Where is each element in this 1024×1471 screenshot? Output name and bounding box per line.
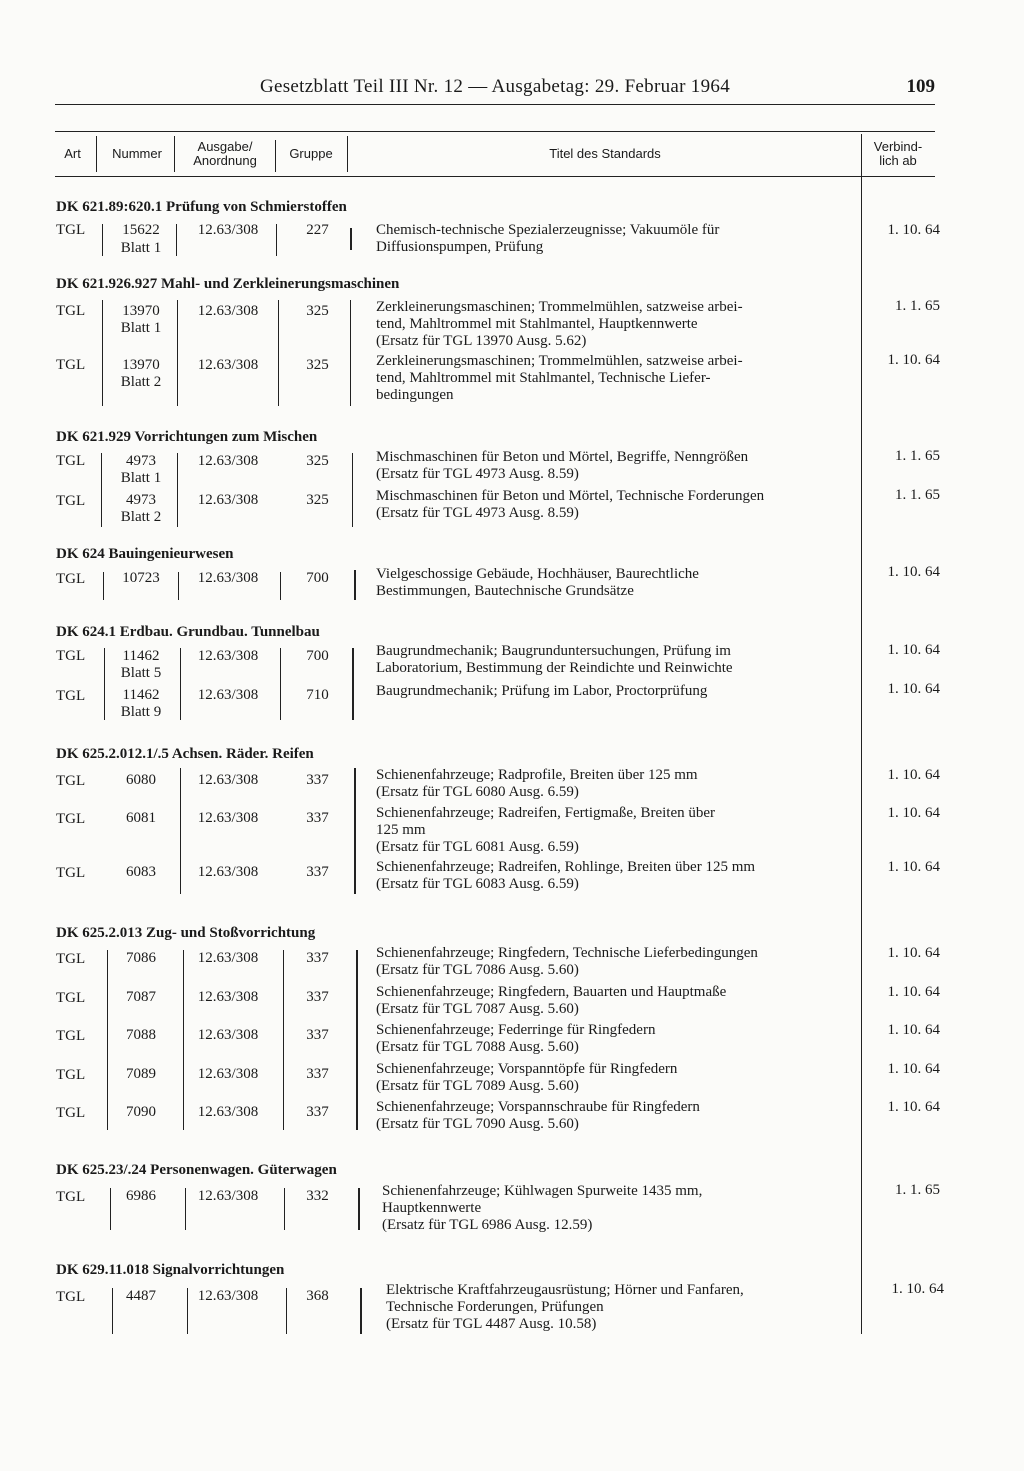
titel-line: Schienenfahrzeuge; Vorspanntöpfe für Ringfedern — [376, 1061, 678, 1077]
cell-nummer: 6081 — [126, 810, 156, 826]
titel-line: (Ersatz für TGL 6986 Ausg. 12.59) — [382, 1217, 593, 1233]
titel-line: (Ersatz für TGL 7088 Ausg. 5.60) — [376, 1039, 579, 1055]
cell-gruppe: 332 — [306, 1188, 329, 1204]
titel-line: (Ersatz für TGL 7089 Ausg. 5.60) — [376, 1078, 579, 1094]
cell-gruppe: 700 — [306, 648, 329, 664]
row-divider — [354, 768, 356, 894]
cell-art: TGL — [56, 990, 86, 1006]
cell-gruppe: 227 — [306, 222, 329, 238]
cell-verbindlich: 1. 10. 64 — [887, 984, 940, 1000]
cell-gruppe: 337 — [306, 950, 329, 966]
colhead-ausgabe-line1: Ausgabe/ — [197, 139, 253, 154]
cell-ausgabe: 12.63/308 — [197, 453, 259, 469]
row-divider — [104, 648, 105, 720]
cell-verbindlich: 1. 10. 64 — [887, 564, 940, 580]
colhead-art: Art — [64, 146, 81, 161]
row-divider — [177, 453, 178, 527]
cell-ausgabe: 12.63/308 — [197, 570, 259, 586]
cell-blatt: Blatt 1 — [120, 470, 162, 486]
cell-nummer: 4973 — [126, 492, 156, 508]
cell-ausgabe: 12.63/308 — [197, 1104, 259, 1120]
cell-gruppe: 337 — [306, 810, 329, 826]
cell-ausgabe: 12.63/308 — [197, 222, 259, 238]
cell-titel — [376, 299, 844, 350]
cell-nummer: 10723 — [122, 570, 160, 586]
cell-art: TGL — [56, 951, 86, 967]
titel-line: Technische Forderungen, Prüfungen — [386, 1299, 604, 1315]
row-divider — [183, 950, 184, 1130]
titel-line: (Ersatz für TGL 6081 Ausg. 6.59) — [376, 839, 579, 855]
cell-nummer: 6080 — [126, 772, 156, 788]
titel-line: Elektrische Kraftfahrzeugausrüstung; Hörner und Fanfaren, — [386, 1282, 744, 1298]
cell-gruppe: 325 — [306, 492, 329, 508]
cell-art: TGL — [56, 357, 86, 373]
colhead-ausgabe-line2: Anordnung — [193, 153, 257, 168]
row-divider — [286, 1288, 287, 1334]
titel-line: Schienenfahrzeuge; Ringfedern, Bauarten und Hauptmaße — [376, 984, 727, 1000]
colhead-ausgabe — [176, 134, 274, 174]
colhead-divider — [275, 140, 276, 172]
row-divider — [356, 950, 358, 1130]
row-divider — [180, 768, 181, 894]
cell-art: TGL — [56, 303, 86, 319]
cell-verbindlich: 1. 1. 65 — [895, 298, 940, 314]
cell-ausgabe: 12.63/308 — [197, 357, 259, 373]
colhead-divider — [96, 136, 97, 172]
cell-verbindlich: 1. 10. 64 — [887, 859, 940, 875]
cell-gruppe: 337 — [306, 1027, 329, 1043]
cell-titel — [376, 859, 844, 893]
cell-verbindlich: 1. 10. 64 — [887, 352, 940, 368]
titel-line: (Ersatz für TGL 6083 Ausg. 6.59) — [376, 876, 579, 892]
cell-verbindlich: 1. 10. 64 — [887, 681, 940, 697]
cell-nummer: 7090 — [126, 1104, 156, 1120]
titel-line: 125 mm — [376, 822, 426, 838]
cell-titel — [376, 945, 844, 979]
cell-ausgabe: 12.63/308 — [197, 810, 259, 826]
cell-nummer: 7089 — [126, 1066, 156, 1082]
cell-ausgabe: 12.63/308 — [197, 687, 259, 703]
cell-nummer: 4487 — [126, 1288, 156, 1304]
section-heading: DK 624 Bauingenieurwesen — [56, 546, 234, 562]
cell-titel — [376, 984, 844, 1018]
section-heading: DK 625.2.012.1/.5 Achsen. Räder. Reifen — [56, 746, 314, 762]
colhead-gruppe: Gruppe — [289, 146, 333, 161]
cell-titel — [376, 1099, 844, 1133]
cell-gruppe: 337 — [306, 864, 329, 880]
titel-line: Schienenfahrzeuge; Radreifen, Rohlinge, Breiten über 125 mm — [376, 859, 756, 875]
cell-blatt: Blatt 2 — [120, 509, 162, 525]
cell-gruppe: 325 — [306, 357, 329, 373]
titel-line: (Ersatz für TGL 4487 Ausg. 10.58) — [386, 1316, 597, 1332]
cell-verbindlich: 1. 10. 64 — [887, 805, 940, 821]
cell-blatt: Blatt 1 — [120, 320, 162, 336]
section-heading: DK 629.11.018 Signalvorrichtungen — [56, 1262, 285, 1278]
cell-ausgabe: 12.63/308 — [197, 950, 259, 966]
titel-line: Hauptkennwerte — [382, 1200, 482, 1216]
row-divider — [278, 300, 279, 406]
cell-art: TGL — [56, 1105, 86, 1121]
cell-titel — [382, 1183, 850, 1234]
page-number: 109 — [906, 76, 935, 97]
table-header-rule — [55, 176, 935, 177]
titel-line: (Ersatz für TGL 7087 Ausg. 5.60) — [376, 1001, 579, 1017]
row-divider — [358, 1188, 360, 1230]
cell-gruppe: 337 — [306, 1104, 329, 1120]
row-divider — [177, 300, 178, 406]
row-divider — [352, 453, 353, 527]
section-heading: DK 624.1 Erdbau. Grundbau. Tunnelbau — [56, 624, 320, 640]
row-divider — [284, 1188, 285, 1230]
colhead-verbindlich-line1: Verbind- — [873, 139, 923, 154]
colhead-verbindlich — [862, 134, 934, 174]
cell-ausgabe: 12.63/308 — [197, 648, 259, 664]
cell-ausgabe: 12.63/308 — [197, 492, 259, 508]
titel-line: Baugrundmechanik; Baugrunduntersuchungen, Prüfung im — [376, 643, 731, 659]
page-header — [55, 76, 935, 100]
row-divider — [185, 1188, 186, 1230]
titel-line: bedingungen — [376, 387, 454, 403]
colhead-divider — [174, 136, 175, 172]
cell-verbindlich: 1. 10. 64 — [887, 642, 940, 658]
titel-line: (Ersatz für TGL 4973 Ausg. 8.59) — [376, 466, 579, 482]
colhead-divider — [347, 136, 348, 172]
titel-line: Mischmaschinen für Beton und Mörtel, Technische Forderungen — [376, 488, 765, 504]
cell-gruppe: 368 — [306, 1288, 329, 1304]
cell-nummer: 7088 — [126, 1027, 156, 1043]
cell-gruppe: 337 — [306, 1066, 329, 1082]
row-divider — [180, 648, 181, 720]
cell-verbindlich: 1. 1. 65 — [895, 1182, 940, 1198]
cell-titel — [376, 805, 844, 856]
cell-nummer: 7087 — [126, 989, 156, 1005]
page-title: Gesetzblatt Teil III Nr. 12 — Ausgabetag: 29. Februar 1964 — [259, 76, 731, 97]
cell-ausgabe: 12.63/308 — [197, 1288, 259, 1304]
row-divider — [283, 950, 284, 1130]
section-heading: DK 625.23/.24 Personenwagen. Güterwagen — [56, 1162, 337, 1178]
cell-ausgabe: 12.63/308 — [197, 1188, 259, 1204]
row-divider — [354, 570, 356, 600]
titel-line: Baugrundmechanik; Prüfung im Labor, Proctorprüfung — [376, 683, 708, 699]
colhead-titel: Titel des Standards — [549, 146, 661, 161]
row-divider — [103, 572, 104, 600]
section-heading: DK 621.929 Vorrichtungen zum Mischen — [56, 429, 318, 445]
cell-blatt: Blatt 5 — [120, 665, 162, 681]
row-divider — [112, 1288, 113, 1334]
cell-verbindlich: 1. 10. 64 — [887, 1061, 940, 1077]
titel-line: Schienenfahrzeuge; Radprofile, Breiten über 125 mm — [376, 767, 698, 783]
cell-gruppe: 337 — [306, 772, 329, 788]
cell-gruppe: 337 — [306, 989, 329, 1005]
cell-art: TGL — [56, 571, 86, 587]
titel-line: tend, Mahltrommel mit Stahlmantel, Hauptkennwerte — [376, 316, 698, 332]
cell-art: TGL — [56, 648, 86, 664]
cell-titel — [376, 488, 844, 522]
titel-line: (Ersatz für TGL 6080 Ausg. 6.59) — [376, 784, 579, 800]
titel-line: (Ersatz für TGL 7086 Ausg. 5.60) — [376, 962, 579, 978]
cell-nummer: 4973 — [126, 453, 156, 469]
row-divider — [276, 224, 277, 256]
cell-titel — [376, 566, 844, 600]
table-top-rule — [55, 131, 935, 132]
titel-line: Laboratorium, Bestimmung der Reindichte und Reinwichte — [376, 660, 733, 676]
cell-nummer: 15622 — [122, 222, 160, 238]
cell-art: TGL — [56, 811, 86, 827]
cell-art: TGL — [56, 453, 86, 469]
titel-line: Zerkleinerungsmaschinen; Trommelmühlen, satzweise arbei- — [376, 353, 743, 369]
cell-art: TGL — [56, 688, 86, 704]
cell-titel — [376, 222, 844, 256]
row-divider — [280, 648, 281, 720]
titel-line: Schienenfahrzeuge; Kühlwagen Spurweite 1435 mm, — [382, 1183, 703, 1199]
titel-line: Zerkleinerungsmaschinen; Trommelmühlen, satzweise arbei- — [376, 299, 743, 315]
section-heading: DK 625.2.013 Zug- und Stoßvorrichtung — [56, 925, 316, 941]
row-divider — [360, 1288, 362, 1334]
cell-verbindlich: 1. 10. 64 — [887, 767, 940, 783]
cell-art: TGL — [56, 1189, 86, 1205]
cell-titel — [376, 643, 844, 677]
cell-titel — [376, 353, 844, 404]
row-divider — [350, 228, 352, 250]
cell-art: TGL — [56, 773, 86, 789]
cell-ausgabe: 12.63/308 — [197, 1066, 259, 1082]
cell-nummer: 11462 — [122, 687, 160, 703]
cell-nummer: 13970 — [122, 357, 160, 373]
cell-blatt: Blatt 9 — [120, 704, 162, 720]
cell-verbindlich: 1. 1. 65 — [895, 487, 940, 503]
titel-line: (Ersatz für TGL 13970 Ausg. 5.62) — [376, 333, 587, 349]
row-divider — [178, 572, 179, 600]
titel-line: Chemisch-technische Spezialerzeugnisse; Vakuumöle für — [376, 222, 720, 238]
row-divider — [352, 648, 354, 720]
row-divider — [110, 1188, 111, 1230]
section-heading: DK 621.926.927 Mahl- und Zerkleinerungsmaschinen — [56, 276, 400, 292]
cell-titel — [376, 683, 844, 700]
row-divider — [102, 224, 103, 256]
cell-gruppe: 325 — [306, 303, 329, 319]
cell-gruppe: 710 — [306, 687, 329, 703]
cell-art: TGL — [56, 1289, 86, 1305]
cell-art: TGL — [56, 1067, 86, 1083]
cell-art: TGL — [56, 222, 86, 238]
cell-titel — [376, 767, 844, 801]
titel-line: Mischmaschinen für Beton und Mörtel, Begriffe, Nenngrößen — [376, 449, 749, 465]
colhead-nummer: Nummer — [112, 146, 162, 161]
cell-ausgabe: 12.63/308 — [197, 303, 259, 319]
cell-titel — [376, 449, 844, 483]
titel-line: Diffusionspumpen, Prüfung — [376, 239, 544, 255]
cell-ausgabe: 12.63/308 — [197, 772, 259, 788]
cell-blatt: Blatt 1 — [120, 240, 162, 256]
cell-verbindlich: 1. 10. 64 — [891, 1281, 944, 1297]
row-divider — [187, 1288, 188, 1334]
titel-line: Schienenfahrzeuge; Radreifen, Fertigmaße, Breiten über — [376, 805, 716, 821]
cell-verbindlich: 1. 10. 64 — [887, 1022, 940, 1038]
row-divider — [101, 453, 102, 527]
cell-nummer: 6986 — [126, 1188, 156, 1204]
cell-verbindlich: 1. 10. 64 — [887, 945, 940, 961]
row-divider — [280, 572, 281, 600]
titel-line: Vielgeschossige Gebäude, Hochhäuser, Baurechtliche — [376, 566, 699, 582]
cell-nummer: 11462 — [122, 648, 160, 664]
titel-line: Schienenfahrzeuge; Ringfedern, Technische Lieferbedingungen — [376, 945, 758, 961]
row-divider — [176, 224, 177, 256]
titel-line: (Ersatz für TGL 4973 Ausg. 8.59) — [376, 505, 579, 521]
titel-line: Bestimmungen, Bautechnische Grundsätze — [376, 583, 634, 599]
cell-ausgabe: 12.63/308 — [197, 1027, 259, 1043]
cell-nummer: 6083 — [126, 864, 156, 880]
cell-art: TGL — [56, 1028, 86, 1044]
cell-art: TGL — [56, 493, 86, 509]
row-divider — [350, 300, 351, 406]
cell-titel — [376, 1022, 844, 1056]
colhead-verbindlich-line2: lich ab — [879, 153, 917, 168]
titel-line: (Ersatz für TGL 7090 Ausg. 5.60) — [376, 1116, 579, 1132]
cell-verbindlich: 1. 10. 64 — [887, 222, 940, 238]
cell-nummer: 13970 — [122, 303, 160, 319]
titel-line: tend, Mahltrommel mit Stahlmantel, Technische Liefer- — [376, 370, 711, 386]
cell-ausgabe: 12.63/308 — [197, 989, 259, 1005]
cell-gruppe: 325 — [306, 453, 329, 469]
cell-verbindlich: 1. 1. 65 — [895, 448, 940, 464]
section-heading: DK 621.89:620.1 Prüfung von Schmierstoffen — [56, 199, 347, 215]
cell-art: TGL — [56, 865, 86, 881]
cell-nummer: 7086 — [126, 950, 156, 966]
cell-gruppe: 700 — [306, 570, 329, 586]
header-rule — [55, 104, 935, 105]
cell-blatt: Blatt 2 — [120, 374, 162, 390]
row-divider — [102, 300, 103, 406]
titel-line: Schienenfahrzeuge; Federringe für Ringfedern — [376, 1022, 656, 1038]
cell-ausgabe: 12.63/308 — [197, 864, 259, 880]
cell-verbindlich: 1. 10. 64 — [887, 1099, 940, 1115]
cell-titel — [386, 1282, 854, 1333]
cell-titel — [376, 1061, 844, 1095]
row-divider — [107, 950, 108, 1130]
verbindlich-column-rule — [861, 134, 862, 1334]
titel-line: Schienenfahrzeuge; Vorspannschraube für Ringfedern — [376, 1099, 700, 1115]
